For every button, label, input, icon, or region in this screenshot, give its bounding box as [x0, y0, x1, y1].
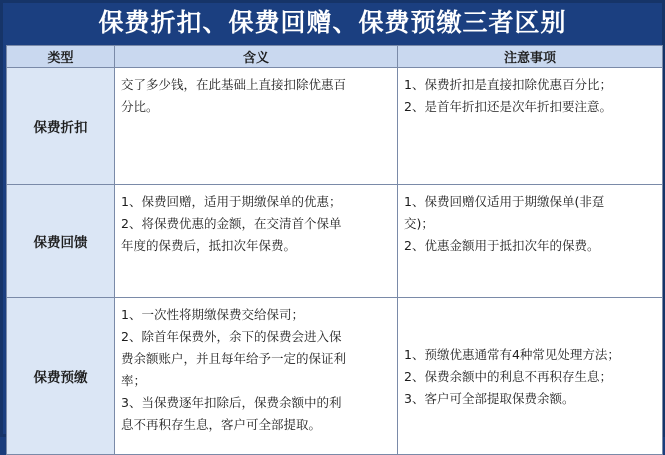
- text-line: 3、当保费逐年扣除后，保费余额中的利: [121, 395, 342, 410]
- text-line: 2、将保费优惠的金额，在交清首个保单: [121, 216, 342, 231]
- text-line: 1、保费回赠仅适用于期缴保单(非趸: [404, 194, 605, 209]
- text-line: 1、保费回赠，适用于期缴保单的优惠；: [121, 194, 342, 209]
- row-notes: [398, 185, 663, 298]
- text-line: 2、是首年折扣还是次年折扣要注意。: [404, 99, 612, 114]
- text-line: 1、保费折扣是直接扣除优惠百分比；: [404, 77, 612, 92]
- row-meaning: [115, 185, 398, 298]
- header-meaning: 含义: [115, 46, 398, 68]
- comparison-table: [6, 45, 663, 455]
- row-meaning: [115, 298, 398, 455]
- text-line: 交)；: [404, 216, 434, 231]
- row-meaning: [115, 68, 398, 185]
- text-line: 1、预缴优惠通常有4种常见处理方法；: [404, 347, 620, 362]
- text-line: 2、保费余额中的利息不再积存生息；: [404, 369, 612, 384]
- text-line: 费余额账户，并且每年给予一定的保证利: [121, 351, 347, 366]
- table-header-row: [7, 46, 663, 68]
- table-row: [7, 298, 663, 455]
- text-line: 1、一次性将期缴保费交给保司；: [121, 307, 304, 322]
- text-line: 2、优惠金额用于抵扣次年的保费。: [404, 238, 600, 253]
- header-notes: 注意事项: [398, 46, 663, 68]
- text-line: 2、除首年保费外，余下的保费会进入保: [121, 329, 342, 344]
- text-line: 率；: [121, 373, 147, 388]
- text-line: 交了多少钱，在此基础上直接扣除优惠百: [121, 77, 347, 92]
- row-notes: [398, 68, 663, 185]
- row-notes: [398, 298, 663, 455]
- text-line: 息不再积存生息，客户可全部提取。: [121, 417, 322, 432]
- header-type: 类型: [7, 46, 115, 68]
- row-type-premium-prepay: 保费预缴: [7, 298, 115, 455]
- table-row: [7, 185, 663, 298]
- text-line: 分比。: [121, 99, 159, 114]
- row-type-premium-rebate: 保费回馈: [7, 185, 115, 298]
- table-row: [7, 68, 663, 185]
- text-line: 年度的保费后，抵扣次年保费。: [121, 238, 297, 253]
- row-type-premium-discount: 保费折扣: [7, 68, 115, 185]
- text-line: 3、客户可全部提取保费余额。: [404, 391, 575, 406]
- page-title: 保费折扣、保费回赠、保费预缴三者区别: [98, 8, 567, 37]
